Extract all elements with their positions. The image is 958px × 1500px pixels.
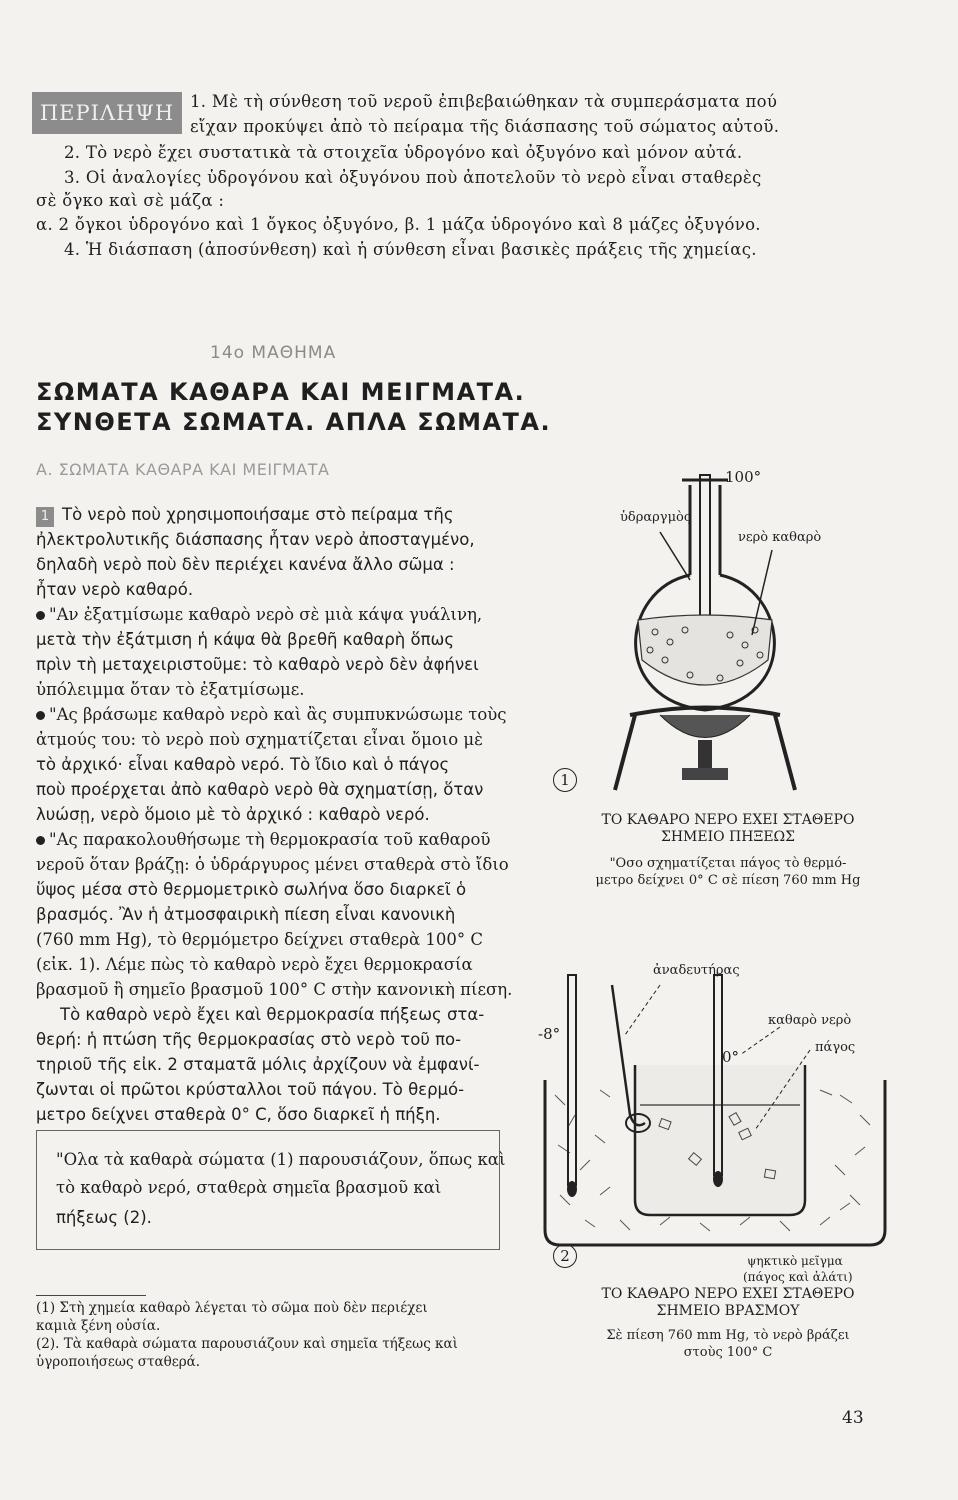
section-heading: Α. ΣΩΜΑΤΑ ΚΑΘΑΡΑ ΚΑΙ ΜΕΙΓΜΑΤΑ [36,460,330,479]
body-line: μετρο δείχνει σταθερὰ 0° C, ὅσο διαρκεῖ ἡ πήξη. [36,1105,441,1124]
figure-2-illustration [540,955,900,1255]
summary-line: 2. Τὸ νερὸ ἔχει συστατικὰ τὰ στοιχεῖα ὑδρογόνο καὶ ὀξυγόνο καὶ μόνον αὐτά. [64,143,743,162]
callout-line: "Ολα τὰ καθαρὰ σώματα (1) παρουσιάζουν, ὅπως καὶ [56,1150,506,1169]
bullet-icon [36,836,45,845]
bullet-icon [36,711,45,720]
figure-1-number: 1 [553,768,577,792]
figure-1-temp-label: 100° [725,468,762,486]
summary-line: εἴχαν προκύψει ἀπὸ τὸ πείραμα τῆς διάσπασης τοῦ σώματος αὐτοῦ. [190,117,780,136]
figure-1-title: ΤΟ ΚΑΘΑΡΟ ΝΕΡΟ ΕΧΕΙ ΣΤΑΘΕΡΟ [601,812,855,828]
body-line: ἀτμούς του: τὸ νερὸ ποὺ σχηματίζεται εἶναι ὅμοιο μὲ [36,730,483,749]
figure-2-mix-label: ψηκτικὸ μεῖγμα [747,1254,843,1268]
page-number: 43 [842,1408,864,1428]
figure-2-water-label: καθαρὸ νερὸ [768,1013,852,1028]
summary-line: 4. Ἡ διάσπαση (ἀποσύνθεση) καὶ ἡ σύνθεση εἶναι βασικὲς πράξεις τῆς χημείας. [64,240,757,259]
figure-1-mercury-label: ὑδραργμὸς [620,510,692,525]
footnote-line: ὑγροποιήσεως σταθερά. [36,1354,201,1370]
body-line: 1 Τὸ νερὸ ποὺ χρησιμοποιήσαμε στὸ πείραμα τῆς [36,505,454,527]
figure-2-note: στοὺς 100° C [683,1345,773,1360]
body-line: ζωνται οἱ πρῶτοι κρύσταλλοι τοῦ πάγου. Τὸ θερμό- [36,1080,465,1099]
body-line: θερή: ἡ πτώση τῆς θερμοκρασίας στὸ νερὸ τοῦ πο- [36,1030,462,1049]
summary-badge: ΠΕΡΙΛΗΨΗ [32,92,182,134]
figure-2-minus8-label: -8° [538,1025,561,1043]
figure-2-mix-label: (πάγος καὶ ἀλάτι) [743,1270,853,1284]
callout-line: πήξεως (2). [56,1208,152,1227]
lesson-title-line2: ΣΥΝΘΕΤΑ ΣΩΜΑΤΑ. ΑΠΛΑ ΣΩΜΑΤΑ. [36,408,552,436]
flask-water [638,615,772,685]
body-line: Τὸ καθαρὸ νερὸ ἔχει καὶ θερμοκρασία πήξεως στα- [60,1005,485,1024]
body-line: ποὺ προέρχεται ἀπὸ καθαρὸ νερὸ θὰ σχηματίσῃ, ὅταν [36,780,484,799]
figure-2-note: Σὲ πίεση 760 mm Hg, τὸ νερὸ βράζει [606,1328,850,1343]
figure-1-note: μετρο δείχνει 0° C σὲ πίεση 760 mm Hg [595,873,861,888]
summary-line: 3. Οἱ ἀναλογίες ὑδρογόνου καὶ ὀξυγόνου ποὺ ἀποτελοῦν τὸ νερὸ εἶναι σταθερὲς [64,168,762,187]
burner [698,740,712,770]
figure-1-title: ΣΗΜΕΙΟ ΠΗΞΕΩΣ [660,829,796,845]
body-line: λυώσῃ, νερὸ ὅμοιο μὲ τὸ ἀρχικό : καθαρὸ νερό. [36,805,430,824]
body-line: τηριοῦ τῆς εἰκ. 2 σταματᾶ μόλις ἀρχίζουν νὰ ἐμφανί- [36,1055,480,1074]
footnote-rule [36,1295,146,1296]
body-line: (760 mm Hg), τὸ θερμόμετρο δείχνει σταθερὰ 100° C [36,930,483,949]
figure-2-zero-label: 0° [722,1048,740,1066]
figure-2-stirrer-label: ἀναδευτήρας [653,963,740,978]
summary-line: α. 2 ὄγκοι ὑδρογόνο καὶ 1 ὄγκος ὀξυγόνο, β. 1 μάζα ὑδρογόνο καὶ 8 μάζες ὀξυγόνο. [36,215,761,234]
test-tube [635,1065,805,1215]
body-line: βρασμός. Ἂν ἡ ἀτμοσφαιρικὴ πίεση εἶναι κανονικὴ [36,905,456,924]
summary-line: σὲ ὄγκο καὶ σὲ μάζα : [36,191,225,210]
figure-2-title: ΣΗΜΕΙΟ ΒΡΑΣΜΟΥ [656,1303,800,1319]
body-line: "Ας παρακολουθήσωμε τὴ θερμοκρασία τοῦ καθαροῦ [36,830,490,849]
body-line: δηλαδὴ νερὸ ποὺ δὲν περιέχει κανένα ἄλλο σῶμα : [36,555,455,574]
bullet-icon [36,611,45,620]
body-line: πρὶν τὴ μεταχειριστοῦμε: τὸ καθαρὸ νερὸ δὲν ἀφήνει [36,655,479,674]
body-line: ὕψος μέσα στὸ θερμομετρικὸ σωλήνα ὅσο διαρκεῖ ὁ [36,880,467,899]
figure-2-ice-label: πάγος [815,1040,856,1055]
footnote-line: (2). Τὰ καθαρὰ σώματα παρουσιάζουν καὶ σημεῖα τήξεως καὶ [36,1336,458,1352]
figure-1-illustration [540,460,900,800]
footnote-line: (1) Στὴ χημεία καθαρὸ λέγεται τὸ σῶμα ποὺ δὲν περιέχει [36,1300,428,1316]
footnote-line: καμιὰ ξένη οὐσία. [36,1318,161,1334]
paragraph-number: 1 [36,507,54,527]
lesson-title-line1: ΣΩΜΑΤΑ ΚΑΘΑΡΑ ΚΑΙ ΜΕΙΓΜΑΤΑ. [36,378,526,406]
body-line: "Ας βράσωμε καθαρὸ νερὸ καὶ ἂς συμπυκνώσωμε τοὺς [36,705,507,724]
body-line: ἦταν νερὸ καθαρό. [36,580,194,599]
body-line: νεροῦ ὅταν βράζῃ: ὁ ὑδράργυρος μένει σταθερὰ στὸ ἴδιο [36,855,509,874]
figure-1-water-label: νερὸ καθαρὸ [738,530,822,545]
body-line: τὸ ἀρχικό· εἶναι καθαρὸ νερό. Τὸ ἴδιο καὶ ὁ πάγος [36,755,450,774]
body-line: "Αν ἐξατμίσωμε καθαρὸ νερὸ σὲ μιὰ κάψα γυάλινη, [36,605,482,624]
body-line: ὑπόλειμμα ὅταν τὸ ἐξατμίσωμε. [36,680,305,699]
figure-1-note: "Οσο σχηματίζεται πάγος τὸ θερμό- [609,856,847,871]
lesson-number: 14ο ΜΑΘΗΜΑ [210,343,337,363]
body-line: (εἰκ. 1). Λέμε πὼς τὸ καθαρὸ νερὸ ἔχει θερμοκρασία [36,955,473,974]
figure-2-title: ΤΟ ΚΑΘΑΡΟ ΝΕΡΟ ΕΧΕΙ ΣΤΑΘΕΡΟ [601,1286,855,1302]
figure-2-number: 2 [553,1244,577,1268]
thermometer-left [568,975,576,1185]
body-line: ἠλεκτρολυτικῆς διάσπασης ἦταν νερὸ ἀποσταγμένο, [36,530,475,549]
body-line: μετὰ τὴν ἐξάτμιση ἡ κάψα θὰ βρεθῆ καθαρὴ ὅπως [36,630,455,649]
callout-line: τὸ καθαρὸ νερό, σταθερὰ σημεῖα βρασμοῦ καὶ [56,1178,442,1197]
body-line: βρασμοῦ ἢ σημεῖο βρασμοῦ 100° C στὴν κανονικὴ πίεση. [36,980,513,999]
summary-line: 1. Μὲ τὴ σύνθεση τοῦ νεροῦ ἐπιβεβαιώθηκαν τὰ συμπεράσματα πού [190,92,778,111]
